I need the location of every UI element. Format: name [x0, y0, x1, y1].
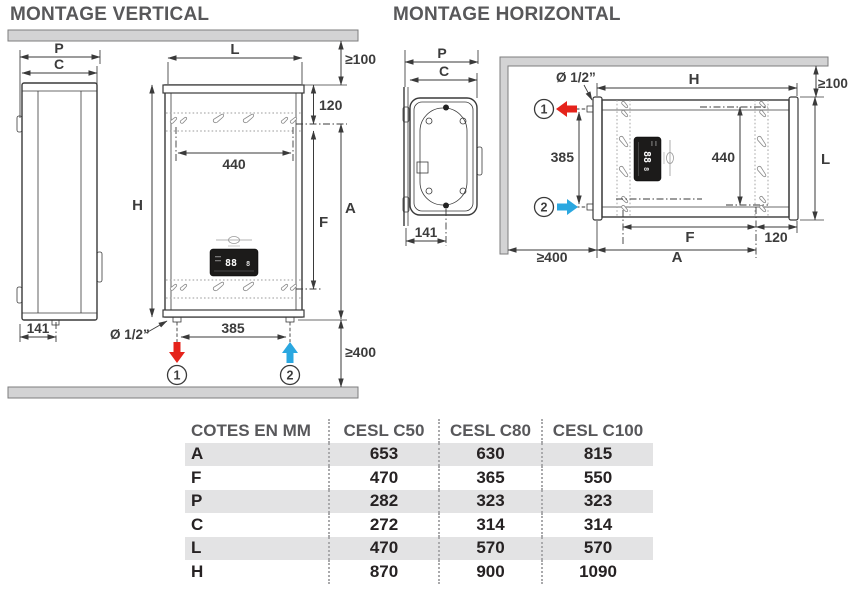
value-f-c100: 550 [541, 466, 653, 490]
wall-tab-bottom [17, 287, 22, 303]
cold-inlet-arrow [282, 342, 298, 363]
unit-side-view [17, 40, 102, 342]
value-l-c100: 570 [541, 537, 653, 561]
row-label-a: A [185, 443, 328, 467]
value-c-c50: 272 [328, 513, 438, 537]
horizontal-montage-diagram [403, 45, 848, 266]
value-f-c80: 365 [438, 466, 541, 490]
right-mounting-band [755, 100, 768, 217]
dim-label-a: A [345, 200, 356, 217]
dim-label-gte100: ≥100 [345, 51, 377, 67]
value-p-c100: 323 [541, 490, 653, 514]
row-label-f: F [191, 467, 202, 487]
dimensions-table [185, 419, 653, 584]
vertical-montage-title: MONTAGE VERTICAL [10, 4, 210, 25]
dim-label-h: H [132, 197, 143, 214]
outlet-2-number: 2 [540, 200, 548, 215]
dim-label-385: 385 [550, 149, 574, 165]
bottom-cap [163, 310, 304, 317]
top-cap [163, 85, 304, 93]
outlet-1-number: 1 [173, 368, 181, 383]
hot-water-pipe [173, 317, 181, 322]
control-display [210, 249, 258, 276]
unit-front-view [110, 41, 376, 387]
value-l-c50: 470 [328, 537, 438, 561]
dim-label-gte400: ≥400 [536, 249, 568, 265]
brand-logo [216, 237, 252, 247]
cold-inlet-arrow [557, 199, 578, 215]
table-header-cotes: COTES EN MM [191, 420, 311, 440]
table-header-c100: CESL C100 [541, 419, 653, 443]
wall-tab-top [17, 116, 22, 132]
display-sub-digit: 8 [642, 167, 650, 172]
display-sub-digit: 8 [246, 260, 251, 268]
dim-label-141: 141 [26, 321, 50, 336]
side-protrusion [97, 252, 102, 282]
brand-logo [664, 140, 674, 176]
display-digits: 88 [641, 150, 652, 164]
value-a-c80: 630 [438, 443, 541, 467]
cold-water-pipe [286, 317, 294, 322]
value-c-c100: 314 [541, 513, 653, 537]
value-f-c50: 470 [328, 466, 438, 490]
value-p-c80: 323 [438, 490, 541, 514]
dim-label-f: F [319, 214, 329, 231]
display-digits: 88 [224, 258, 238, 269]
dim-label-l: L [821, 151, 831, 168]
unit-top-view [403, 45, 482, 246]
junction-box [417, 162, 428, 173]
dim-label-h: H [688, 71, 700, 88]
value-a-c50: 653 [328, 443, 438, 467]
floor-bar [8, 387, 358, 398]
control-display [634, 137, 661, 181]
bottom-cap [593, 97, 602, 220]
dim-label-gte400: ≥400 [345, 344, 377, 360]
dim-label-440: 440 [222, 156, 246, 172]
dim-label-p: P [54, 40, 64, 56]
dim-label-c: C [438, 63, 450, 79]
hot-water-pipe [587, 106, 593, 112]
dim-label-141: 141 [414, 225, 438, 240]
row-label-h: H [191, 561, 204, 581]
dim-label-385: 385 [221, 320, 245, 336]
row-label-l: L [185, 537, 328, 561]
dim-label-gte100: ≥100 [818, 76, 848, 91]
pipe-connection-top [443, 105, 449, 111]
dim-label-c: C [53, 56, 65, 72]
table-header-c50: CESL C50 [328, 419, 438, 443]
value-a-c100: 815 [541, 443, 653, 467]
dim-label-120: 120 [319, 97, 343, 113]
dim-label-440: 440 [711, 149, 735, 165]
value-c-c80: 314 [438, 513, 541, 537]
dim-label-a: A [671, 249, 683, 266]
value-l-c80: 570 [438, 537, 541, 561]
vertical-montage-diagram [8, 30, 376, 398]
bottom-mounting-band [166, 280, 301, 298]
cold-water-pipe [587, 204, 593, 210]
table-header-c80: CESL C80 [438, 419, 541, 443]
horizontal-montage-title: MONTAGE HORIZONTAL [393, 4, 621, 25]
top-cap [789, 97, 798, 220]
pipe-diameter-label: Ø 1/2” [556, 70, 596, 85]
dim-label-f: F [685, 229, 695, 246]
outlet-2-number: 2 [286, 368, 294, 383]
outlet-1-number: 1 [540, 102, 548, 117]
value-h-c100: 1090 [541, 560, 653, 584]
hot-outlet-arrow [169, 342, 185, 363]
top-mounting-band [166, 113, 301, 131]
side-protrusion [477, 147, 482, 175]
pipe-connection-bottom [443, 203, 449, 209]
value-p-c50: 282 [328, 490, 438, 514]
hot-outlet-arrow [556, 101, 577, 117]
row-label-p: P [185, 490, 328, 514]
dim-label-l: L [230, 41, 240, 58]
row-label-c: C [191, 514, 204, 534]
unit-horizontal-view [508, 66, 848, 266]
pipe-diameter-label: Ø 1/2” [110, 327, 150, 342]
dim-label-120: 120 [764, 229, 788, 245]
dim-label-p: P [437, 45, 447, 61]
value-h-c50: 870 [328, 560, 438, 584]
value-h-c80: 900 [438, 560, 541, 584]
side-pipe [52, 320, 59, 325]
